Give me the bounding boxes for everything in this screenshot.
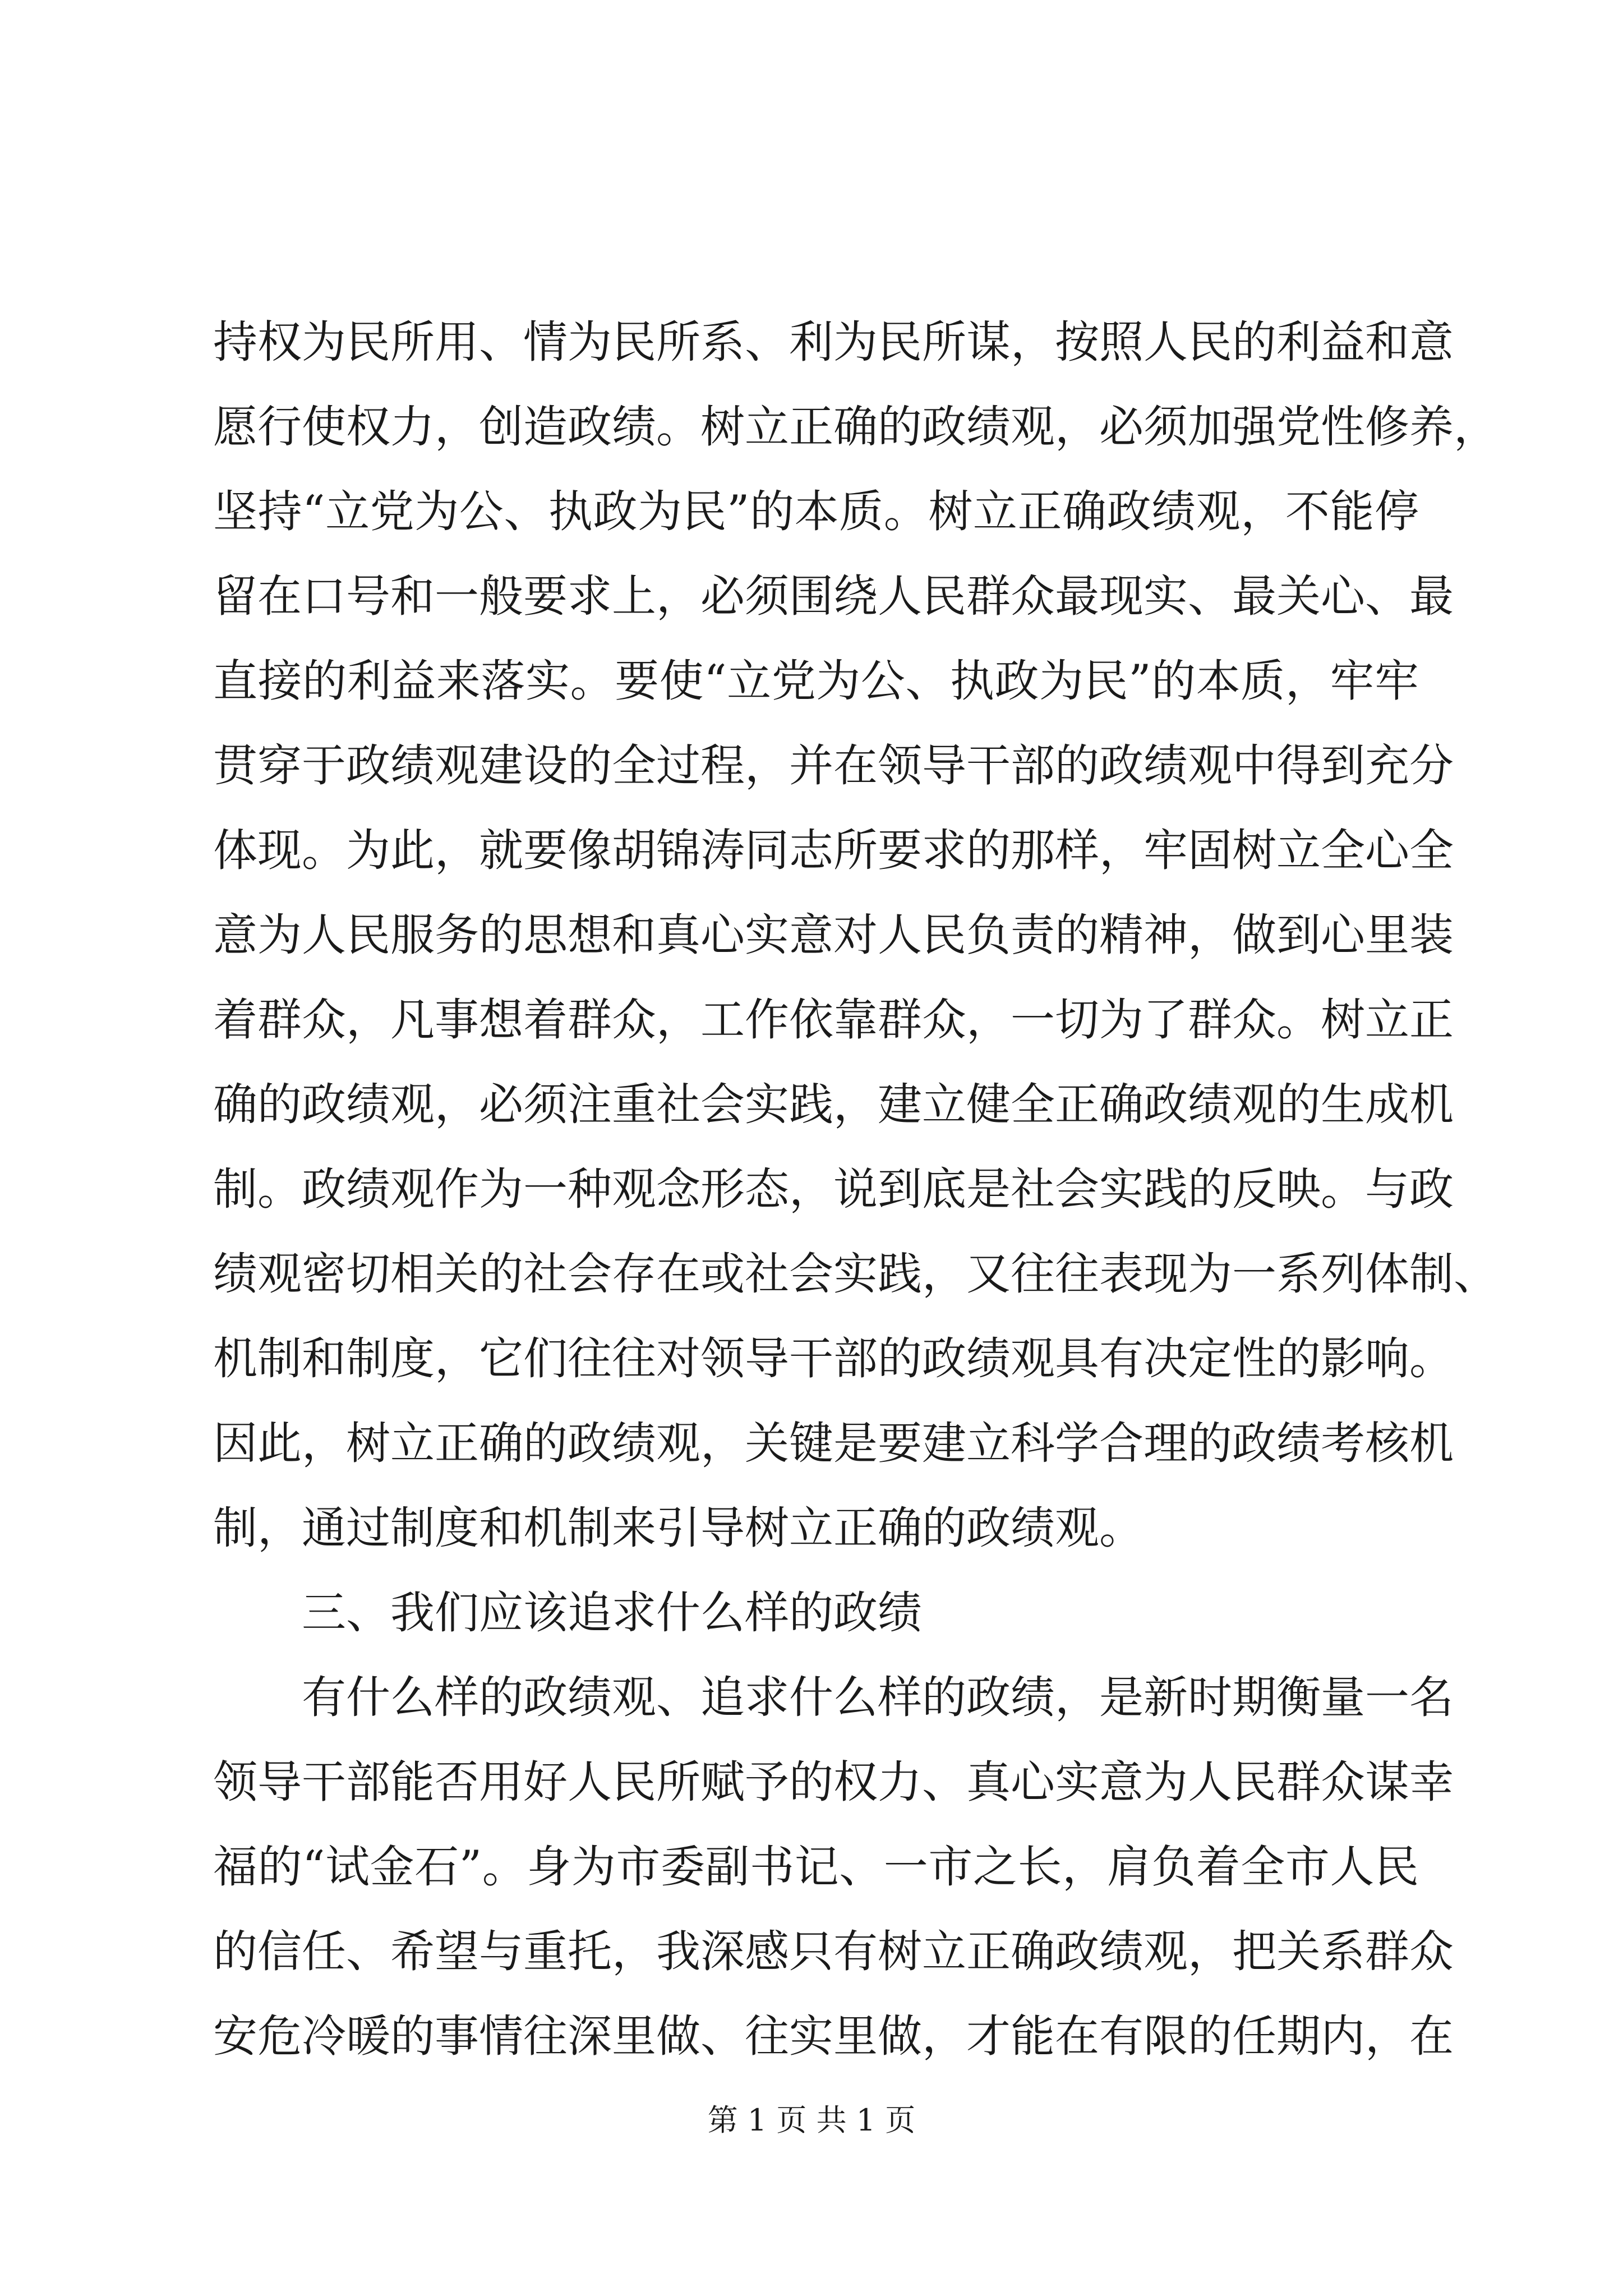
text-line: 坚持“立党为公、执政为民”的本质。树立正确政绩观，不能停 (213, 486, 1419, 537)
text-line: 制，通过制度和机制来引导树立正确的政绩观。 (213, 1502, 1144, 1554)
text-line: 贯穿于政绩观建设的全过程，并在领导干部的政绩观中得到充分 (213, 740, 1454, 792)
text-line: 着群众，凡事想着群众，工作依靠群众，一切为了群众。树立正 (213, 994, 1454, 1046)
paragraph-1 (213, 300, 1498, 1571)
text-line: 意为人民服务的思想和真心实意对人民负责的精神，做到心里装 (213, 909, 1454, 961)
text-line: 领导干部能否用好人民所赋予的权力、真心实意为人民群众谋幸 (213, 1756, 1454, 1808)
text-line: 因此，树立正确的政绩观，关键是要建立科学合理的政绩考核机 (213, 1418, 1454, 1469)
text-line: 的信任、希望与重托，我深感只有树立正确政绩观，把关系群众 (213, 1926, 1454, 1977)
text-line: 福的“试金石”。身为市委副书记、一市之长，肩负着全市人民 (213, 1841, 1419, 1893)
text-line: 确的政绩观，必须注重社会实践，建立健全正确政绩观的生成机 (213, 1079, 1454, 1130)
text-line: 绩观密切相关的社会存在或社会实践，又往往表现为一系列体制、 (213, 1248, 1498, 1300)
text-line: 安危冷暖的事情往深里做、往实里做，才能在有限的任期内，在 (213, 2010, 1454, 2062)
text-line: 有什么样的政绩观、追求什么样的政绩，是新时期衡量一名 (302, 1672, 1454, 1723)
document-body (213, 300, 1498, 2079)
text-line: 愿行使权力，创造政绩。树立正确的政绩观，必须加强党性修养， (213, 401, 1498, 453)
text-line: 制。政绩观作为一种观念形态，说到底是社会实践的反映。与政 (213, 1163, 1454, 1215)
paragraph-2 (213, 1655, 1454, 2079)
text-line: 持权为民所用、情为民所系、利为民所谋，按照人民的利益和意 (213, 316, 1454, 368)
page-number-footer: 第 1 页 共 1 页 (707, 2102, 916, 2138)
section-heading: 三、我们应该追求什么样的政绩 (302, 1587, 922, 1639)
text-line: 体现。为此，就要像胡锦涛同志所要求的那样，牢固树立全心全 (213, 825, 1454, 876)
text-line: 直接的利益来落实。要使“立党为公、执政为民”的本质，牢牢 (213, 655, 1419, 707)
text-line: 留在口号和一般要求上，必须围绕人民群众最现实、最关心、最 (213, 570, 1454, 622)
text-line: 机制和制度，它们往往对领导干部的政绩观具有决定性的影响。 (213, 1333, 1454, 1384)
